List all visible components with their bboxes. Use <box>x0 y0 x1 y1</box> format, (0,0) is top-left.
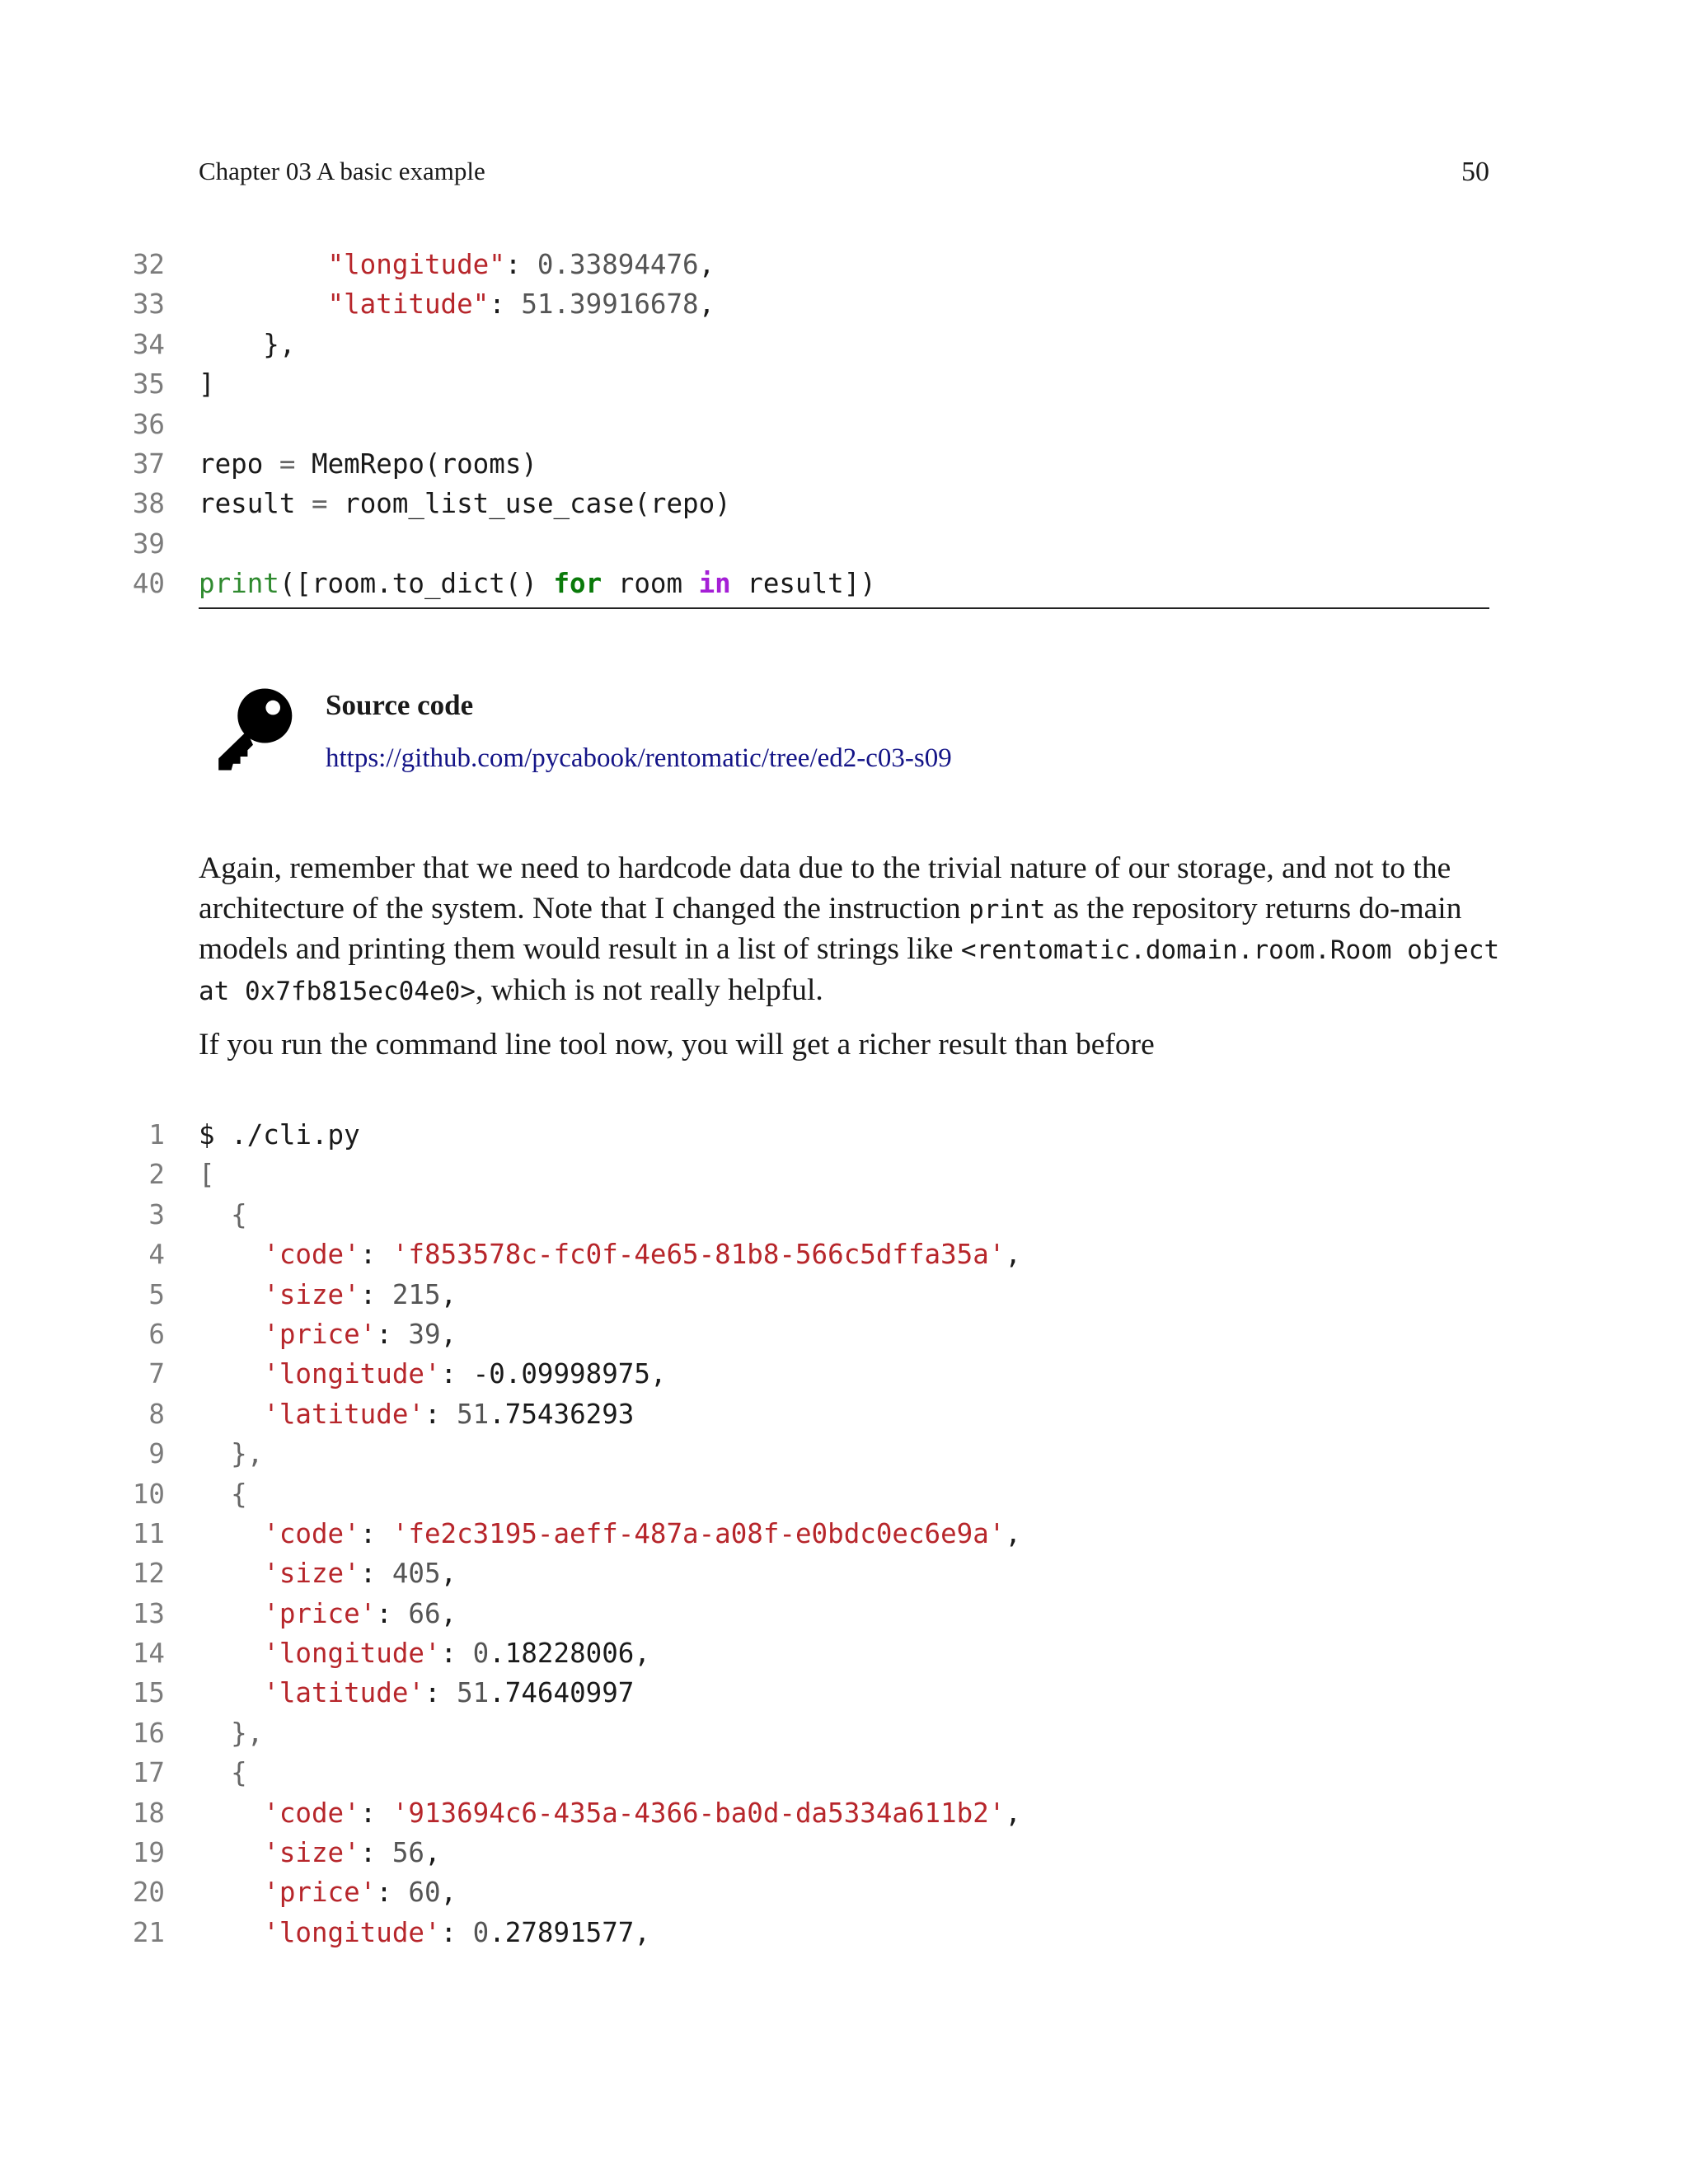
line-number: 37 <box>132 448 165 480</box>
number-token: 56 <box>392 1837 424 1869</box>
code-line: 5 'size': 215, <box>0 1275 1489 1315</box>
line-number: 11 <box>132 1517 165 1549</box>
code-line <box>0 325 1489 364</box>
punct-token: { <box>231 1757 247 1789</box>
number-token: 0 <box>472 1638 490 1670</box>
string-token: 'code' <box>263 1517 360 1549</box>
line-number: 4 <box>148 1239 165 1271</box>
line-number: 39 <box>132 527 165 560</box>
code-block-2 <box>0 1115 1489 1952</box>
code-line <box>0 1713 1489 1753</box>
line-number: 16 <box>132 1717 165 1749</box>
number-token: .75436293 <box>489 1398 635 1430</box>
code-line <box>0 405 1489 444</box>
inline-code: <rentomatic.domain.room.Room object at 0x7fb815ec04e0> <box>199 935 1500 1006</box>
line-number: 2 <box>148 1159 165 1191</box>
keyword-token: in <box>698 568 731 600</box>
code-line <box>0 1195 1489 1235</box>
number-token: 66 <box>408 1597 441 1629</box>
expr-token: ([room.to_dict() <box>279 568 554 600</box>
code-line: 20 'price': 60, <box>0 1872 1489 1912</box>
code-line <box>0 364 1489 404</box>
string-token: 'price' <box>263 1318 377 1350</box>
string-token: 'size' <box>263 1558 360 1590</box>
line-number: 9 <box>148 1438 165 1470</box>
code-line <box>0 1753 1489 1793</box>
paragraph <box>199 849 1509 1011</box>
string-token: 'longitude' <box>263 1358 441 1390</box>
expr-token: room_list_use_case(repo) <box>344 488 731 520</box>
punct-token: [ <box>199 1159 215 1191</box>
source-code-link[interactable]: https://github.com/pycabook/rentomatic/tree/ed2-c03-s09 <box>326 743 952 773</box>
string-token: 'longitude' <box>263 1638 441 1670</box>
line-number: 7 <box>148 1358 165 1390</box>
line-number: 15 <box>132 1677 165 1709</box>
line-number: 13 <box>132 1597 165 1629</box>
string-token: "latitude" <box>327 288 490 321</box>
line-number: 10 <box>132 1478 165 1510</box>
line-number: 33 <box>132 288 165 321</box>
punct-token: }, <box>263 328 296 360</box>
string-token: 'longitude' <box>263 1916 441 1948</box>
punct-token: }, <box>231 1717 264 1749</box>
expr-token: MemRepo(rooms) <box>312 448 537 480</box>
key-icon <box>208 684 298 775</box>
page-number: 50 <box>1461 157 1489 187</box>
line-number: 20 <box>132 1877 165 1909</box>
code-line <box>0 524 1489 564</box>
line-number: 19 <box>132 1837 165 1869</box>
punct-token: { <box>231 1478 247 1510</box>
code-line <box>0 1155 1489 1194</box>
code-line: 14 'longitude': 0.18228006, <box>0 1633 1489 1673</box>
code-line: 18 'code': '913694c6-435a-4366-ba0d-da5334a611b2', <box>0 1793 1489 1833</box>
number-token: 405 <box>392 1558 441 1590</box>
code-line: 19 'size': 56, <box>0 1833 1489 1872</box>
number-token: -0.09998975 <box>472 1358 650 1390</box>
number-token: 60 <box>408 1877 441 1909</box>
paragraph-text: Again, remember that we need to hardcode data due to the trivial nature of our storage, and not to the architecture of the system. Note that I changed the instruction <box>199 851 1451 926</box>
line-number: 38 <box>132 488 165 520</box>
code-block-1 <box>0 245 1489 604</box>
source-code-callout <box>208 677 1493 785</box>
line-number: 12 <box>132 1558 165 1590</box>
line-number: 3 <box>148 1198 165 1230</box>
code-line: 7 'longitude': -0.09998975, <box>0 1354 1489 1394</box>
string-token: "longitude" <box>327 249 505 280</box>
code-line <box>0 1434 1489 1474</box>
string-token: 'size' <box>263 1837 360 1869</box>
line-number: 14 <box>132 1638 165 1670</box>
code-line: 11 'code': 'fe2c3195-aeff-487a-a08f-e0bdc0ec6e9a', <box>0 1514 1489 1554</box>
punct-token: ] <box>199 368 215 401</box>
number-token: .74640997 <box>489 1677 635 1709</box>
callout-title: Source code <box>326 689 474 721</box>
string-token: 'fe2c3195-aeff-487a-a08f-e0bdc0ec6e9a' <box>392 1517 1006 1549</box>
line-number: 18 <box>132 1797 165 1829</box>
operator-token: = <box>311 488 328 520</box>
builtin-token: print <box>199 568 279 600</box>
string-token: 'price' <box>263 1877 377 1909</box>
var-token: result <box>199 488 296 520</box>
code-line <box>0 444 1489 484</box>
code-block-divider <box>199 607 1489 609</box>
code-line: 13 'price': 66, <box>0 1594 1489 1633</box>
line-number: 40 <box>132 568 165 600</box>
code-line <box>0 484 1489 523</box>
line-number: 5 <box>148 1278 165 1310</box>
line-number: 34 <box>132 328 165 360</box>
string-token: 'size' <box>263 1278 360 1310</box>
code-line <box>0 564 1489 603</box>
number-token: 51.39916678 <box>521 288 699 321</box>
page-header <box>199 157 1489 190</box>
code-line <box>0 1474 1489 1514</box>
line-number: 1 <box>148 1119 165 1151</box>
string-token: '913694c6-435a-4366-ba0d-da5334a611b2' <box>392 1797 1006 1829</box>
punct-token: { <box>231 1198 247 1230</box>
code-line: 6 'price': 39, <box>0 1315 1489 1354</box>
number-token: 215 <box>392 1278 441 1310</box>
number-token: .27891577 <box>489 1916 635 1948</box>
line-number: 36 <box>132 408 165 440</box>
string-token: 'code' <box>263 1797 360 1829</box>
paragraph-text: as the repository returns do-main models and printing them would result in a list of strings like <box>199 891 1462 967</box>
line-number: 6 <box>148 1318 165 1350</box>
operator-token: = <box>279 448 296 480</box>
expr-token: room <box>602 568 699 600</box>
punct-token: }, <box>231 1438 264 1470</box>
number-token: .18228006 <box>489 1638 635 1670</box>
number-token: 0 <box>472 1916 490 1948</box>
string-token: 'latitude' <box>263 1398 424 1430</box>
shell-command: $ ./cli.py <box>199 1119 360 1151</box>
code-line: 4 'code': 'f853578c-fc0f-4e65-81b8-566c5dffa35a', <box>0 1235 1489 1274</box>
string-token: 'price' <box>263 1597 377 1629</box>
paragraph-text: , which is not really helpful. <box>475 972 823 1007</box>
code-line: 15 'latitude': 51.74640997 <box>0 1673 1489 1713</box>
code-line: 21 'longitude': 0.27891577, <box>0 1913 1489 1952</box>
line-number: 21 <box>132 1916 165 1948</box>
number-token: 51 <box>457 1677 490 1709</box>
paragraph: If you run the command line tool now, you will get a richer result than before <box>199 1028 1155 1062</box>
string-token: 'code' <box>263 1239 360 1271</box>
line-number: 32 <box>132 249 165 280</box>
string-token: 'f853578c-fc0f-4e65-81b8-566c5dffa35a' <box>392 1239 1006 1271</box>
code-line <box>0 1115 1489 1155</box>
line-number: 17 <box>132 1757 165 1789</box>
code-line: 12 'size': 405, <box>0 1554 1489 1593</box>
code-line: 8 'latitude': 51.75436293 <box>0 1394 1489 1434</box>
code-line: 33 "latitude": 51.39916678, <box>0 284 1489 324</box>
chapter-title: Chapter 03 A basic example <box>199 157 485 185</box>
line-number: 35 <box>132 368 165 401</box>
var-token: repo <box>199 448 264 480</box>
line-number: 8 <box>148 1398 165 1430</box>
code-line: 32 "longitude": 0.33894476, <box>0 245 1489 284</box>
keyword-token: for <box>553 568 603 600</box>
number-token: 39 <box>408 1318 441 1350</box>
expr-token: result]) <box>730 568 876 600</box>
inline-code: print <box>968 894 1046 925</box>
number-token: 51 <box>457 1398 490 1430</box>
string-token: 'latitude' <box>263 1677 424 1709</box>
number-token: 0.33894476 <box>537 249 699 280</box>
